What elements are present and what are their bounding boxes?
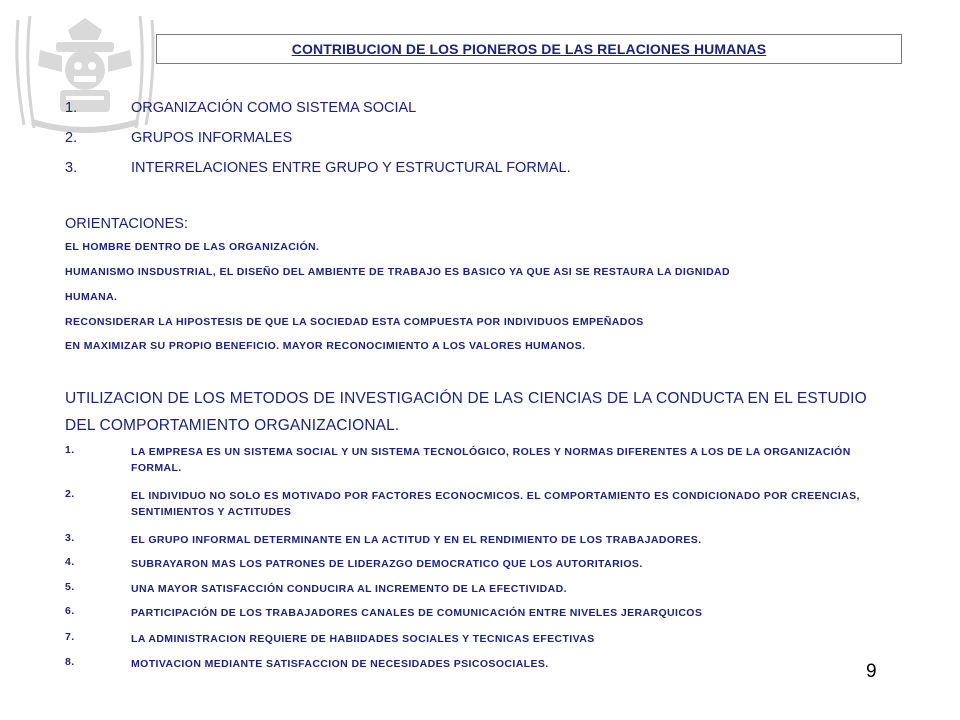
list-item-number: 1. — [65, 444, 75, 456]
list-item-text: SUBRAYARON MAS LOS PATRONES DE LIDERAZGO DEMOCRATICO QUE LOS AUTORITARIOS. — [131, 558, 643, 570]
list-item-number: 5. — [65, 581, 75, 593]
list-item-number: 7. — [65, 631, 75, 643]
list-item-number: 8. — [65, 656, 75, 668]
list-item-text: EL INDIVIDUO NO SOLO ES MOTIVADO POR FACTORES ECONOCMICOS. EL COMPORTAMIENTO ES CONDICIONADO POR CREENCIAS, SENTIMIENTOS Y ACTITUDES — [131, 490, 860, 518]
orientaciones-heading: ORIENTACIONES: — [65, 216, 188, 232]
list-item-number: 2. — [65, 130, 78, 146]
list-item — [65, 556, 895, 572]
orientacion-line: HUMANA. — [65, 291, 118, 303]
list-item-text: ORGANIZACIÓN COMO SISTEMA SOCIAL — [131, 100, 417, 116]
list-item — [65, 160, 895, 190]
orientacion-line: RECONSIDERAR LA HIPOSTESIS DE QUE LA SOCIEDAD ESTA COMPUESTA POR INDIVIDUOS EMPEÑADOS — [65, 316, 644, 328]
list-item-text: LA EMPRESA ES UN SISTEMA SOCIAL Y UN SISTEMA TECNOLÓGICO, ROLES Y NORMAS DIFERENTES A LOS DE LA ORGANIZACIÓN FORMAL. — [131, 446, 851, 474]
orientacion-line: HUMANISMO INSDUSTRIAL, EL DISEÑO DEL AMBIENTE DE TRABAJO ES BASICO YA QUE ASI SE RESTAURA LA DIGNIDAD — [65, 266, 731, 278]
list-item-number: 3. — [65, 160, 78, 176]
list-item-text: PARTICIPACIÓN DE LOS TRABAJADORES CANALES DE COMUNICACIÓN ENTRE NIVELES JERARQUICOS — [131, 607, 703, 619]
list-item-text: EL GRUPO INFORMAL DETERMINANTE EN LA ACTITUD Y EN EL RENDIMIENTO DE LOS TRABAJADORES. — [131, 534, 702, 546]
list-item — [65, 130, 895, 160]
list-item — [65, 532, 895, 548]
list-item-number: 2. — [65, 488, 75, 500]
utilizacion-paragraph: UTILIZACION DE LOS METODOS DE INVESTIGACIÓN DE LAS CIENCIAS DE LA CONDUCTA EN EL ESTUDIO DEL COMPORTAMIENTO ORGANIZACIONAL. — [65, 390, 867, 434]
list-item-text: LA ADMINISTRACION REQUIERE DE HABIIDADES SOCIALES Y TECNICAS EFECTIVAS — [131, 633, 595, 645]
list-item-number: 6. — [65, 605, 75, 617]
orientacion-line: EN MAXIMIZAR SU PROPIO BENEFICIO. MAYOR RECONOCIMIENTO A LOS VALORES HUMANOS. — [65, 340, 586, 352]
list-item-number: 3. — [65, 532, 75, 544]
list-item-number: 4. — [65, 556, 75, 568]
list-item-text: MOTIVACION MEDIANTE SATISFACCION DE NECESIDADES PSICOSOCIALES. — [131, 658, 549, 670]
list-item — [65, 581, 895, 597]
list-item — [65, 488, 895, 520]
page-title: CONTRIBUCION DE LOS PIONEROS DE LAS RELACIONES HUMANAS — [291, 41, 767, 57]
orientacion-line: EL HOMBRE DENTRO DE LAS ORGANIZACIÓN. — [65, 241, 320, 253]
list-item — [65, 605, 895, 621]
title-box — [156, 34, 902, 64]
list-item — [65, 100, 895, 130]
list-item-text: INTERRELACIONES ENTRE GRUPO Y ESTRUCTURAL FORMAL. — [131, 160, 571, 176]
list-item — [65, 656, 895, 672]
list-item — [65, 631, 895, 647]
list-item-text: UNA MAYOR SATISFACCIÓN CONDUCIRA AL INCREMENTO DE LA EFECTIVIDAD. — [131, 583, 567, 595]
list-item — [65, 444, 895, 476]
principles-list — [65, 100, 895, 190]
list-item-text: GRUPOS INFORMALES — [131, 130, 293, 146]
list-item-number: 1. — [65, 100, 78, 116]
page-number: 9 — [866, 661, 877, 682]
